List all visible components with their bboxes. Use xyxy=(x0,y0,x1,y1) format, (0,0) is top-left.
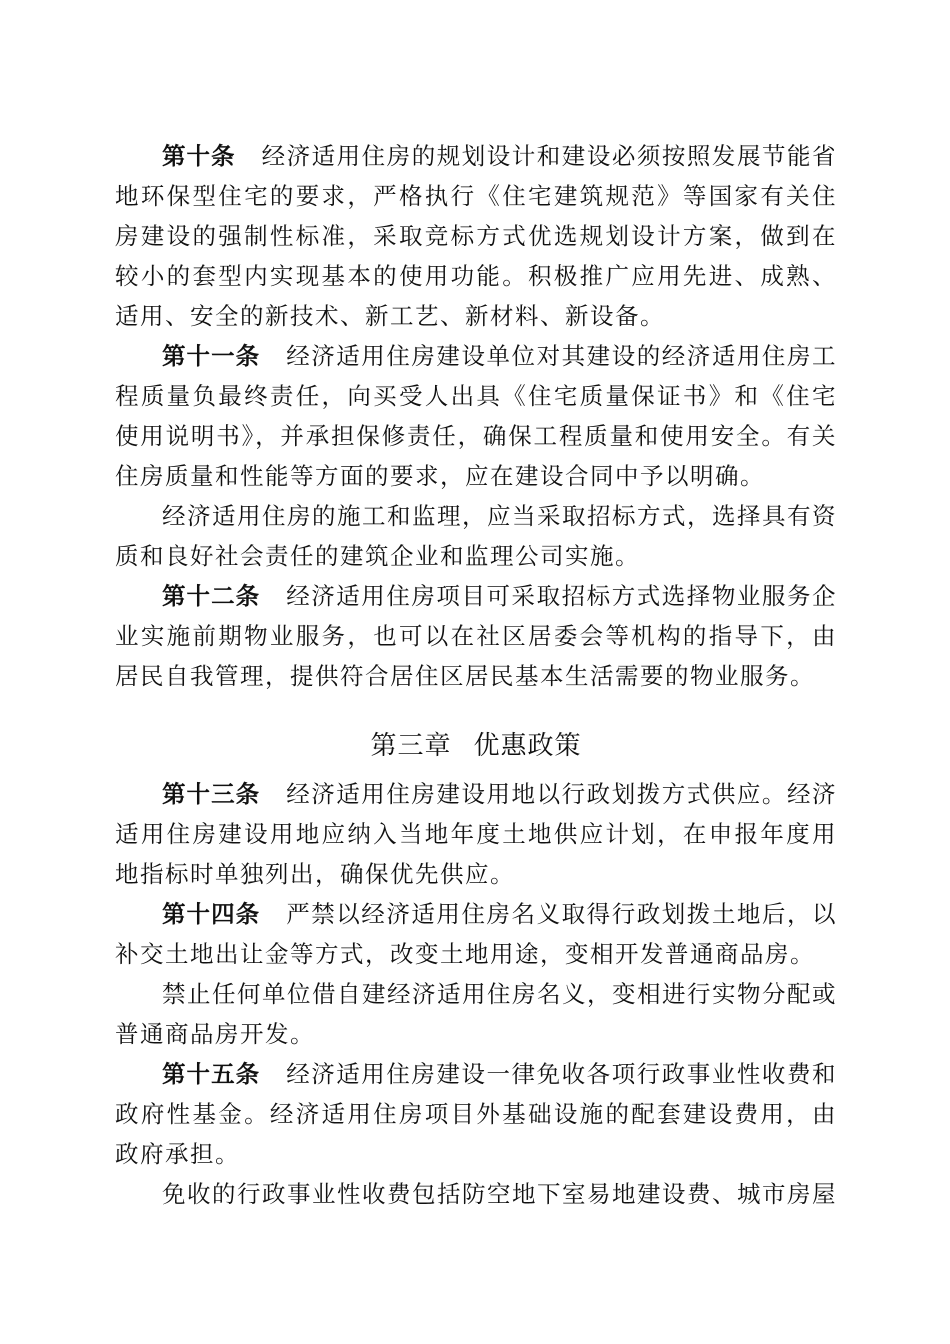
article-11-paragraph-2: 经济适用住房的施工和监理，应当采取招标方式，选择具有资质和良好社会责任的建筑企业和监理公司实施。 xyxy=(115,502,837,570)
article-15-text: 经济适用住房建设一律免收各项行政事业性收费和政府性基金。经济适用住房项目外基础设施的配套建设费用，由政府承担。 xyxy=(115,1060,838,1168)
article-13-text: 经济适用住房建设用地以行政划拨方式供应。经济适用住房建设用地应纳入当地年度土地供应计划，在申报年度用地指标时单独列出，确保优先供应。 xyxy=(115,780,838,888)
chapter-heading xyxy=(115,726,837,766)
article-11-heading: 第十一条 xyxy=(162,342,261,370)
article-15-paragraph-2: 免收的行政事业性收费包括防空地下室易地建设费、城市房屋 xyxy=(162,1180,837,1208)
article-12 xyxy=(115,576,837,696)
chapter-number: 第三章 xyxy=(370,731,452,761)
article-13-heading: 第十三条 xyxy=(162,780,261,808)
article-15-heading: 第十五条 xyxy=(162,1060,261,1088)
article-11-text: 经济适用住房建设单位对其建设的经济适用住房工程质量负最终责任，向买受人出具《住宅质量保证书》和《住宅使用说明书》，并承担保修责任，确保工程质量和使用安全。有关住房质量和性能等方面的要求，应在建设合同中予以明确。 xyxy=(115,342,838,490)
article-12-heading: 第十二条 xyxy=(162,582,261,610)
article-14-text: 严禁以经济适用住房名义取得行政划拨土地后，以补交土地出让金等方式，改变土地用途，变相开发普通商品房。 xyxy=(115,900,838,968)
article-14 xyxy=(115,894,837,974)
document-page xyxy=(115,136,837,1214)
article-12-text: 经济适用住房项目可采取招标方式选择物业服务企业实施前期物业服务，也可以在社区居委会等机构的指导下，由居民自我管理，提供符合居住区居民基本生活需要的物业服务。 xyxy=(115,582,838,690)
article-10-heading: 第十条 xyxy=(162,142,236,170)
article-15 xyxy=(115,1054,837,1174)
chapter-title: 优惠政策 xyxy=(473,731,582,761)
article-14-heading: 第十四条 xyxy=(162,900,261,928)
article-14-paragraph-2: 禁止任何单位借自建经济适用住房名义，变相进行实物分配或普通商品房开发。 xyxy=(115,980,837,1048)
article-10 xyxy=(115,136,837,336)
article-13 xyxy=(115,774,837,894)
article-10-text: 经济适用住房的规划设计和建设必须按照发展节能省地环保型住宅的要求，严格执行《住宅建筑规范》等国家有关住房建设的强制性标准，采取竞标方式优选规划设计方案，做到在较小的套型内实现基本的使用功能。积极推广应用先进、成熟、适用、安全的新技术、新工艺、新材料、新设备。 xyxy=(115,142,838,330)
article-11 xyxy=(115,336,837,496)
